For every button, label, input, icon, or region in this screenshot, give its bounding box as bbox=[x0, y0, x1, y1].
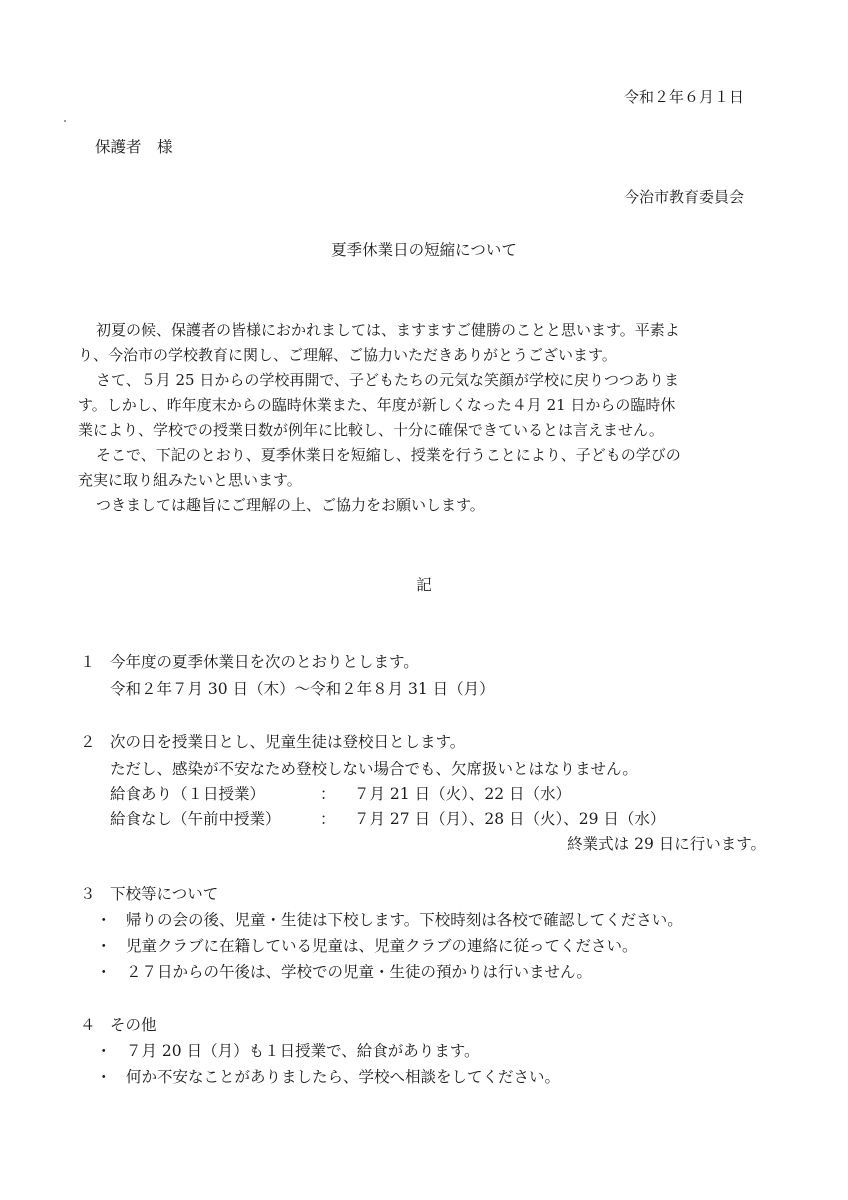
item-1-detail: 令和２年７月 30 日（木）～令和２年８月 31 日（月） bbox=[110, 680, 495, 698]
meal-with-dates: ７月 21 日（火）、22 日（水） bbox=[354, 785, 571, 803]
paragraph-line: 初夏の候、保護者の皆様におかれましては、ますますご健勝のことと思います。平素よ bbox=[96, 321, 680, 339]
item-2-heading: 次の日を授業日とし、児童生徒は登校日とします。 bbox=[110, 733, 466, 751]
paragraph-line: す。しかし、昨年度末からの臨時休業また、年度が新しくなった４月 21 日からの臨時休 bbox=[78, 396, 676, 414]
list-item bbox=[96, 965, 592, 981]
item-2-note: ただし、感染が不安なため登校しない場合でも、欠席扱いとはなりません。 bbox=[110, 760, 638, 778]
paragraph-line: さて、５月 25 日からの学校再開で、子どもたちの元気な笑顔が学校に戻りつつありま bbox=[96, 371, 680, 389]
list-item-text: 帰りの会の後、児童・生徒は下校します。下校時刻は各校で確認してください。 bbox=[126, 911, 683, 929]
list-item bbox=[96, 913, 683, 929]
item-4-heading: その他 bbox=[110, 1016, 157, 1034]
paragraph-line: 業により、学校での授業日数が例年に比較し、十分に確保できているとは言えません。 bbox=[78, 421, 664, 439]
bullet-mark: ・ bbox=[96, 1042, 112, 1060]
meal-with-row bbox=[0, 787, 848, 807]
bullet-mark: ・ bbox=[96, 963, 112, 981]
sender-organization: 今治市教育委員会 bbox=[623, 188, 744, 206]
list-item-text: ７月 20 日（月）も１日授業で、給食があります。 bbox=[126, 1042, 480, 1060]
meal-without-label: 給食なし（午前中授業） bbox=[110, 810, 281, 828]
item-1-heading: 今年度の夏季休業日を次のとおりとします。 bbox=[110, 653, 419, 671]
list-item bbox=[96, 1044, 480, 1060]
paragraph-line: そこで、下記のとおり、夏季休業日を短縮し、授業を行うことにより、子どもの学びの bbox=[96, 446, 681, 464]
body-text bbox=[78, 318, 768, 518]
item-2-number: ２ bbox=[80, 733, 96, 751]
bullet-mark: ・ bbox=[96, 911, 112, 929]
list-item-text: ２７日からの午後は、学校での児童・生徒の預かりは行いません。 bbox=[126, 963, 592, 981]
item-1-number: １ bbox=[80, 653, 96, 671]
document-date: 令和２年６月１日 bbox=[623, 88, 744, 106]
list-item bbox=[96, 939, 638, 955]
meal-without-dates: ７月 27 日（月）、28 日（火）、29 日（水） bbox=[354, 810, 666, 828]
paragraph-line: つきましては趣旨にご理解の上、ご協力をお願いします。 bbox=[96, 496, 485, 514]
document-title: 夏季休業日の短縮について bbox=[331, 241, 517, 259]
meal-without-colon: ： bbox=[320, 810, 336, 828]
meal-with-label: 給食あり（１日授業） bbox=[110, 785, 266, 803]
paragraph-line: り、今治市の学校教育に関し、ご理解、ご協力いただきありがとうございます。 bbox=[78, 346, 617, 364]
ki-heading: 記 bbox=[416, 576, 432, 594]
item-3-number: ３ bbox=[80, 885, 96, 903]
meal-without-row bbox=[0, 812, 848, 832]
scan-speck bbox=[64, 120, 66, 122]
item-4-number: ４ bbox=[80, 1016, 96, 1034]
bullet-mark: ・ bbox=[96, 1068, 112, 1086]
item-3-heading: 下校等について bbox=[110, 885, 219, 903]
paragraph-line: 充実に取り組みたいと思います。 bbox=[78, 471, 302, 489]
closing-ceremony-note: 終業式は 29 日に行います。 bbox=[567, 835, 766, 853]
addressee: 保護者 様 bbox=[95, 138, 173, 156]
meal-with-colon: ： bbox=[320, 785, 336, 803]
bullet-mark: ・ bbox=[96, 937, 112, 955]
list-item bbox=[96, 1070, 560, 1086]
list-item-text: 児童クラブに在籍している児童は、児童クラブの連絡に従ってください。 bbox=[126, 937, 638, 955]
list-item-text: 何か不安なことがありましたら、学校へ相談をしてください。 bbox=[126, 1068, 561, 1086]
